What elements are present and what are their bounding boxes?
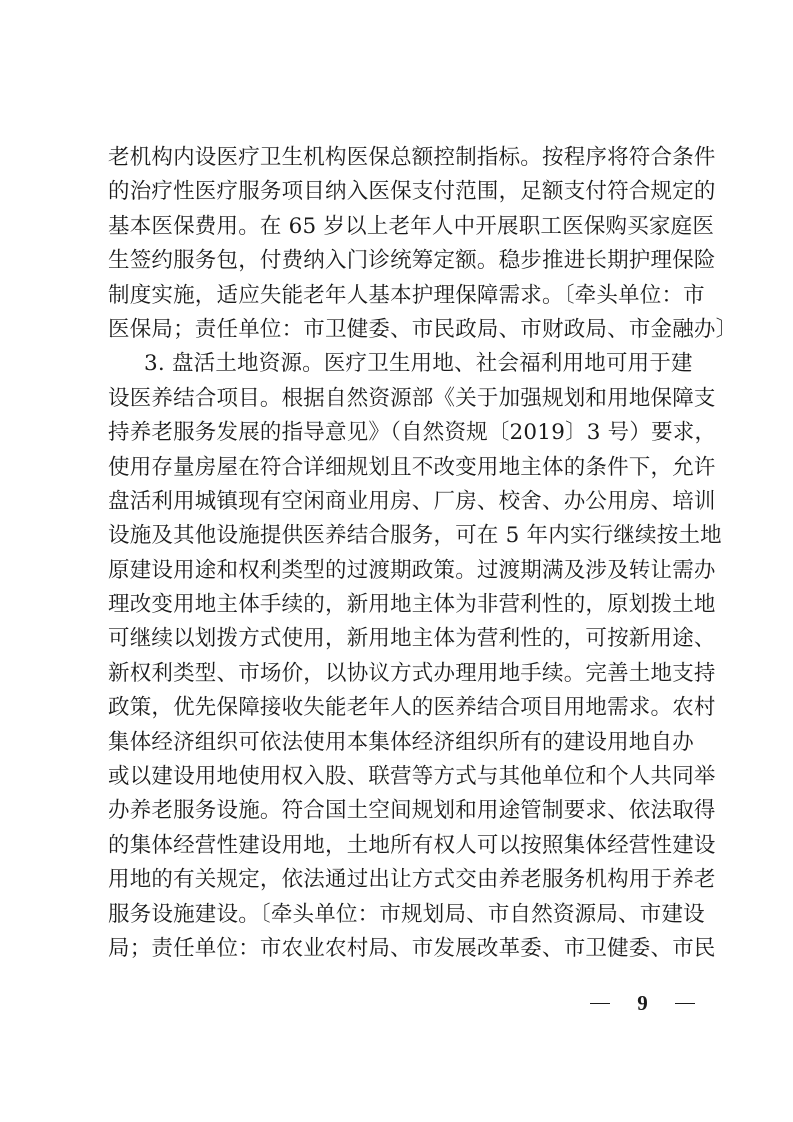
text-line: 服务设施建设。〔牵头单位：市规划局、市自然资源局、市建设 [108,901,705,927]
text-line: 原建设用途和权利类型的过渡期政策。过渡期满及涉及转让需办 [108,557,716,583]
text-line: 的治疗性医疗服务项目纳入医保支付范围，足额支付符合规定的 [108,179,716,205]
page-number: 9 [637,990,648,1015]
text-line: 老机构内设医疗卫生机构医保总额控制指标。按程序将符合条件 [108,145,716,170]
text-line: 用地的有关规定，依法通过出让方式交由养老服务机构用于养老 [108,867,716,893]
text-line: 局；责任单位：市农业农村局、市发展改革委、市卫健委、市民 [108,935,716,961]
text-line: 使用存量房屋在符合详细规划且不改变用地主体的条件下，允许 [108,454,716,480]
text-line: 设施及其他设施提供医养结合服务，可在 5 年内实行继续按土地 [108,523,722,549]
text-line: 医保局；责任单位：市卫健委、市民政局、市财政局、市金融办〕 [108,316,738,342]
text-line: 制度实施，适应失能老年人基本护理保障需求。〔牵头单位：市 [108,282,705,308]
text-line: 基本医保费用。在 65 岁以上老年人中开展职工医保购买家庭医 [108,213,715,239]
text-line: 持养老服务发展的指导意见》（自然资规〔2019〕3 号）要求， [108,420,717,446]
text-line: 理改变用地主体手续的，新用地主体为非营利性的，原划拨土地 [108,592,716,618]
text-line: 或以建设用地使用权入股、联营等方式与其他单位和个人共同举 [108,764,716,790]
text-line: 生签约服务包，付费纳入门诊统筹定额。稳步推进长期护理保险 [108,248,716,274]
text-line: 办养老服务设施。符合国土空间规划和用途管制要求、依法取得 [108,798,716,824]
text-line: 集体经济组织可依法使用本集体经济组织所有的建设用地自办 [108,729,694,755]
text-line: 设医养结合项目。根据自然资源部《关于加强规划和用地保障支 [108,385,716,411]
text-line: 新权利类型、市场价，以协议方式办理用地手续。完善土地支持 [108,660,716,686]
right-dash [675,1003,695,1004]
left-dash [590,1003,610,1004]
text-line: 可继续以划拨方式使用，新用地主体为营利性的，可按新用途、 [108,626,716,652]
section-heading-line: 3. 盘活土地资源。医疗卫生用地、社会福利用地可用于建 [144,351,693,377]
body-text [108,141,738,966]
text-line: 政策，优先保障接收失能老年人的医养结合项目用地需求。农村 [108,695,716,721]
page-footer [590,988,695,1018]
text-line: 的集体经营性建设用地，土地所有权人可以按照集体经营性建设 [108,832,716,858]
text-line: 盘活利用城镇现有空闲商业用房、厂房、校舍、办公用房、培训 [108,488,716,514]
